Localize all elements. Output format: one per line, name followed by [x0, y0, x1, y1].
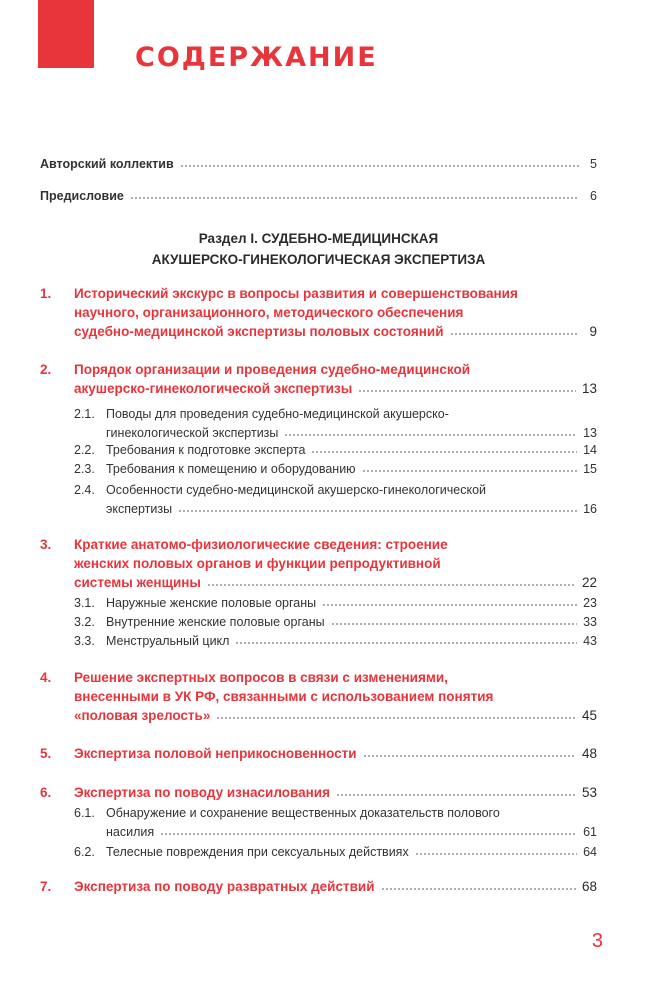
page-ref: 15: [583, 462, 597, 476]
page-title: СОДЕРЖАНИЕ: [135, 42, 378, 73]
toc-subsection-3-1[interactable]: 3.1. Наружные женские половые органы 23: [74, 594, 597, 613]
toc-chapter-2[interactable]: 2. Порядок организации и проведения судебно-медицинской акушерско-гинекологической экспертизы 13: [40, 362, 597, 396]
red-corner-block: [38, 0, 94, 68]
page-ref: 43: [583, 634, 597, 648]
page-ref: 22: [581, 575, 597, 590]
toc-subsection-6-2[interactable]: 6.2. Телесные повреждения при сексуальных действиях 64: [74, 843, 597, 862]
toc-chapter-1[interactable]: 1. Исторический экскурс в вопросы развития и совершенствования научного, организационного, методического обеспечения судебно-медицинской экспертизы половых состояний 9: [40, 286, 597, 339]
page-ref: 45: [581, 708, 597, 723]
page-ref: 48: [581, 746, 597, 761]
page-ref: 61: [583, 825, 597, 839]
page-ref: 13: [583, 426, 597, 440]
page-ref: 5: [590, 157, 597, 171]
page-ref: 16: [583, 502, 597, 516]
page-ref: 6: [590, 189, 597, 203]
page-ref: 64: [583, 845, 597, 859]
toc-entry-preface[interactable]: Предисловие 6: [40, 187, 597, 206]
page-ref: 33: [583, 615, 597, 629]
page-ref: 14: [583, 443, 597, 457]
page-ref: 13: [581, 381, 597, 396]
toc-subsection-2-1[interactable]: 2.1. Поводы для проведения судебно-медицинской акушерско- гинекологической экспертизы 13: [74, 405, 597, 443]
page-ref: 53: [581, 785, 597, 800]
toc-chapter-3[interactable]: 3. Краткие анатомо-физиологические сведения: строение женских половых органов и функции репродуктивной системы женщины 22: [40, 537, 597, 590]
toc-subsection-3-3[interactable]: 3.3. Менструальный цикл 43: [74, 632, 597, 651]
section-heading: Раздел I. СУДЕБНО-МЕДИЦИНСКАЯ АКУШЕРСКО-ГИНЕКОЛОГИЧЕСКАЯ ЭКСПЕРТИЗА: [151, 231, 486, 267]
toc-chapter-7[interactable]: 7. Экспертиза по поводу развратных действий 68: [40, 879, 597, 894]
toc-subsection-2-3[interactable]: 2.3. Требования к помещению и оборудованию 15: [74, 460, 597, 479]
toc-chapter-6[interactable]: 6. Экспертиза по поводу изнасилования 53: [40, 785, 597, 800]
toc-subsection-6-1[interactable]: 6.1. Обнаружение и сохранение вещественных доказательств полового насилия 61: [74, 804, 597, 842]
toc-subsection-2-4[interactable]: 2.4. Особенности судебно-медицинской акушерско-гинекологической экспертизы 16: [74, 481, 597, 519]
toc-chapter-5[interactable]: 5. Экспертиза половой неприкосновенности 48: [40, 746, 597, 761]
toc-subsection-2-2[interactable]: 2.2. Требования к подготовке эксперта 14: [74, 441, 597, 460]
page-ref: 23: [583, 596, 597, 610]
page-ref: 68: [581, 879, 597, 894]
toc-subsection-3-2[interactable]: 3.2. Внутренние женские половые органы 33: [74, 613, 597, 632]
page-number: 3: [591, 930, 603, 952]
toc-entry-authors[interactable]: Авторский коллектив 5: [40, 155, 597, 174]
page-ref: 9: [589, 324, 597, 339]
toc-chapter-4[interactable]: 4. Решение экспертных вопросов в связи с изменениями, внесенными в УК РФ, связанными с использованием понятия «половая зрелость» 45: [40, 670, 597, 723]
